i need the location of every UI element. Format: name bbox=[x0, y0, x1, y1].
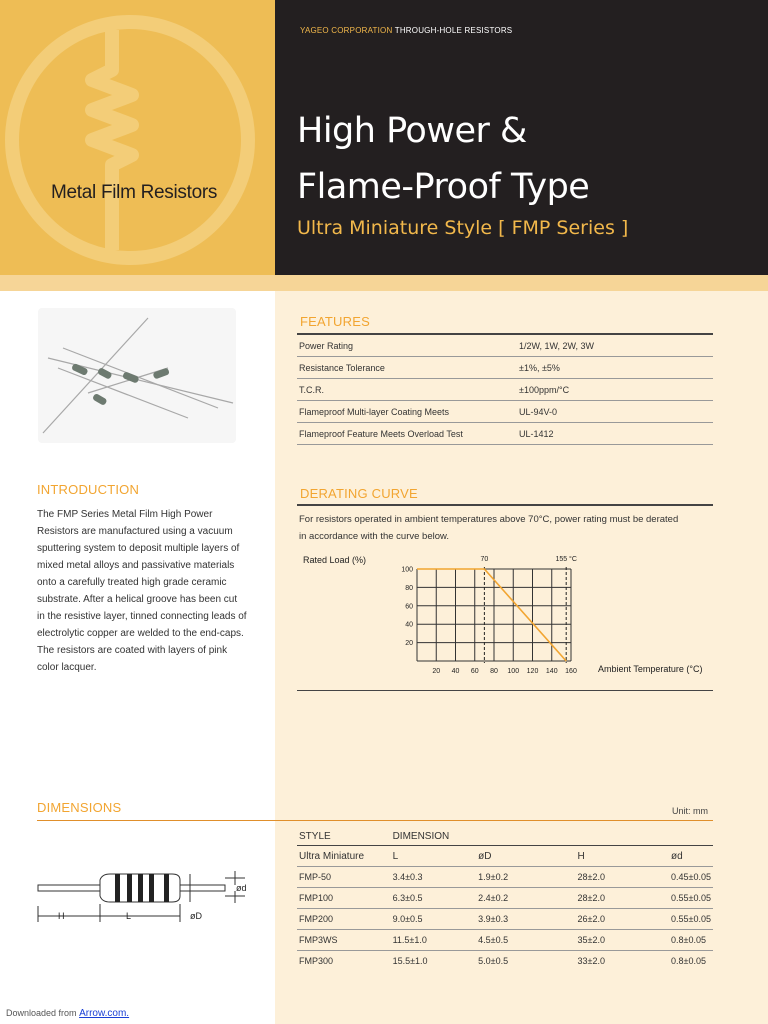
intro-line: The resistors are coated with layers of pink bbox=[37, 645, 228, 656]
intro-line: The FMP Series Metal Film High Power bbox=[37, 509, 213, 520]
l-cell: 11.5±1.0 bbox=[391, 930, 477, 951]
d-cell: 3.9±0.3 bbox=[476, 909, 575, 930]
model-cell: FMP-50 bbox=[297, 867, 391, 888]
feature-value: 1/2W, 1W, 2W, 3W bbox=[517, 335, 713, 357]
h-cell: 26±2.0 bbox=[576, 909, 669, 930]
intro-line: Resistors are manufactured using a vacuum bbox=[37, 526, 233, 537]
features-heading: FEATURES bbox=[300, 314, 370, 329]
model-cell: FMP3WS bbox=[297, 930, 391, 951]
col-dimension: DIMENSION bbox=[392, 830, 450, 842]
feature-value: ±1%, ±5% bbox=[517, 357, 713, 379]
col-L: L bbox=[391, 846, 477, 867]
diagram-label-H: H bbox=[58, 911, 65, 921]
col-H: H bbox=[576, 846, 669, 867]
h-cell: 28±2.0 bbox=[576, 867, 669, 888]
feature-value: ±100ppm/°C bbox=[517, 379, 713, 401]
company-name: YAGEO CORPORATION bbox=[300, 26, 393, 35]
d-cell: 5.0±0.5 bbox=[478, 956, 509, 966]
table-row bbox=[297, 379, 713, 401]
feature-label: Power Rating bbox=[297, 335, 517, 357]
x-tick-label: 20 bbox=[432, 668, 441, 675]
col-d: ød bbox=[669, 846, 713, 867]
marker-label: 70 bbox=[480, 556, 489, 563]
header-gold-panel bbox=[0, 0, 275, 275]
derating-heading: DERATING CURVE bbox=[300, 486, 418, 501]
derating-series-line bbox=[417, 569, 566, 661]
dimensions-heading: DIMENSIONS bbox=[37, 800, 122, 815]
intro-line: in the resistive layer, tinned connecting leads of bbox=[37, 611, 247, 622]
feature-label: Resistance Tolerance bbox=[297, 357, 517, 379]
resistor-dimension-diagram bbox=[30, 866, 270, 936]
table-row bbox=[297, 909, 713, 930]
feature-label: T.C.R. bbox=[297, 379, 517, 401]
x-tick-label: 140 bbox=[545, 668, 558, 675]
footer-prefix: Downloaded from bbox=[6, 1008, 77, 1018]
h-cell: 35±2.0 bbox=[576, 930, 669, 951]
lead-d-cell: 0.45±0.05 bbox=[669, 867, 713, 888]
col-D: øD bbox=[476, 846, 575, 867]
arrow-link[interactable]: Arrow.com. bbox=[79, 1008, 130, 1019]
derating-desc-line: For resistors operated in ambient temperatures above 70°C, power rating must be derated bbox=[299, 514, 679, 525]
dimensions-rule bbox=[37, 820, 713, 821]
table-row bbox=[297, 930, 713, 951]
table-row bbox=[297, 401, 713, 423]
l-cell: 6.3±0.5 bbox=[391, 888, 477, 909]
derating-chart bbox=[297, 545, 727, 685]
col-style: STYLE bbox=[299, 830, 331, 842]
y-tick-label: 40 bbox=[405, 621, 413, 629]
chart-xlabel: Ambient Temperature (°C) bbox=[598, 664, 703, 674]
diagram-label-d: ød bbox=[236, 883, 247, 893]
derating-rule bbox=[297, 504, 713, 506]
footer bbox=[6, 1008, 129, 1019]
table-header-row bbox=[297, 846, 713, 867]
y-tick-label: 80 bbox=[405, 584, 413, 592]
intro-line: electrolytic copper are welded to the end-caps. bbox=[37, 628, 244, 639]
intro-line: color lacquer. bbox=[37, 662, 97, 673]
introduction-text bbox=[37, 506, 262, 676]
l-cell: 15.5±1.0 bbox=[392, 956, 428, 966]
x-tick-label: 60 bbox=[470, 668, 479, 675]
feature-value: UL-94V-0 bbox=[517, 401, 713, 423]
table-row bbox=[297, 951, 713, 972]
y-tick-label: 60 bbox=[405, 603, 413, 611]
x-tick-label: 80 bbox=[490, 668, 498, 675]
title-line-1: High Power & bbox=[297, 111, 527, 151]
lead-d-cell: 0.8±0.05 bbox=[671, 956, 706, 966]
table-header-row bbox=[297, 827, 713, 846]
table-row bbox=[297, 888, 713, 909]
resistor-photo-illustration bbox=[38, 308, 236, 443]
intro-line: onto a carefully treated high grade ceramic bbox=[37, 577, 227, 588]
model-cell: FMP200 bbox=[297, 909, 391, 930]
subtitle: Ultra Miniature Style [ FMP Series ] bbox=[297, 217, 629, 239]
lead-d-cell: 0.8±0.05 bbox=[669, 930, 713, 951]
h-cell: 28±2.0 bbox=[576, 888, 669, 909]
lead-d-cell: 0.55±0.05 bbox=[669, 909, 713, 930]
diagram-label-D: øD bbox=[190, 911, 202, 921]
category-name: THROUGH-HOLE RESISTORS bbox=[394, 26, 513, 35]
watermark-logo bbox=[0, 0, 275, 275]
style-name: Ultra Miniature bbox=[297, 846, 391, 867]
model-cell: FMP100 bbox=[297, 888, 391, 909]
feature-label: Flameproof Multi-layer Coating Meets bbox=[297, 401, 517, 423]
header-dark-panel bbox=[275, 0, 768, 275]
feature-label: Flameproof Feature Meets Overload Test bbox=[297, 423, 517, 445]
table-row bbox=[297, 423, 713, 445]
diagram-label-L: L bbox=[126, 911, 132, 921]
y-tick-label: 100 bbox=[401, 566, 413, 574]
title-line-2: Flame-Proof Type bbox=[297, 167, 590, 207]
dimensions-table bbox=[297, 827, 713, 971]
model-cell: FMP300 bbox=[299, 956, 334, 966]
x-tick-label: 40 bbox=[451, 668, 460, 675]
header-strip bbox=[0, 275, 768, 291]
d-cell: 2.4±0.2 bbox=[476, 888, 575, 909]
unit-label: Unit: mm bbox=[672, 806, 708, 816]
marker-label: 155 °C bbox=[555, 556, 577, 563]
h-cell: 33±2.0 bbox=[577, 956, 606, 966]
y-tick-label: 20 bbox=[405, 640, 413, 648]
product-family: Metal Film Resistors bbox=[51, 182, 218, 203]
derating-bottom-rule bbox=[297, 690, 713, 691]
l-cell: 3.4±0.3 bbox=[391, 867, 477, 888]
intro-line: sputtering system to deposit multiple layers of bbox=[37, 543, 240, 554]
intro-line: mixed metal alloys and passivative materials bbox=[37, 560, 235, 571]
chart-ylabel: Rated Load (%) bbox=[303, 555, 367, 565]
x-tick-label: 100 bbox=[507, 668, 520, 675]
d-cell: 4.5±0.5 bbox=[476, 930, 575, 951]
feature-value: UL-1412 bbox=[517, 423, 713, 445]
x-tick-label: 120 bbox=[526, 668, 539, 675]
features-table bbox=[297, 335, 713, 445]
introduction-heading: INTRODUCTION bbox=[37, 482, 140, 497]
table-row bbox=[297, 335, 713, 357]
product-photo bbox=[38, 308, 236, 443]
intro-line: substrate. After a helical groove has been cut bbox=[37, 594, 238, 605]
d-cell: 1.9±0.2 bbox=[476, 867, 575, 888]
lead-d-cell: 0.55±0.05 bbox=[669, 888, 713, 909]
table-row bbox=[297, 357, 713, 379]
table-row bbox=[297, 867, 713, 888]
x-tick-label: 160 bbox=[565, 668, 577, 675]
derating-desc-line: in accordance with the curve below. bbox=[299, 531, 449, 542]
derating-description bbox=[299, 511, 719, 545]
l-cell: 9.0±0.5 bbox=[391, 909, 477, 930]
